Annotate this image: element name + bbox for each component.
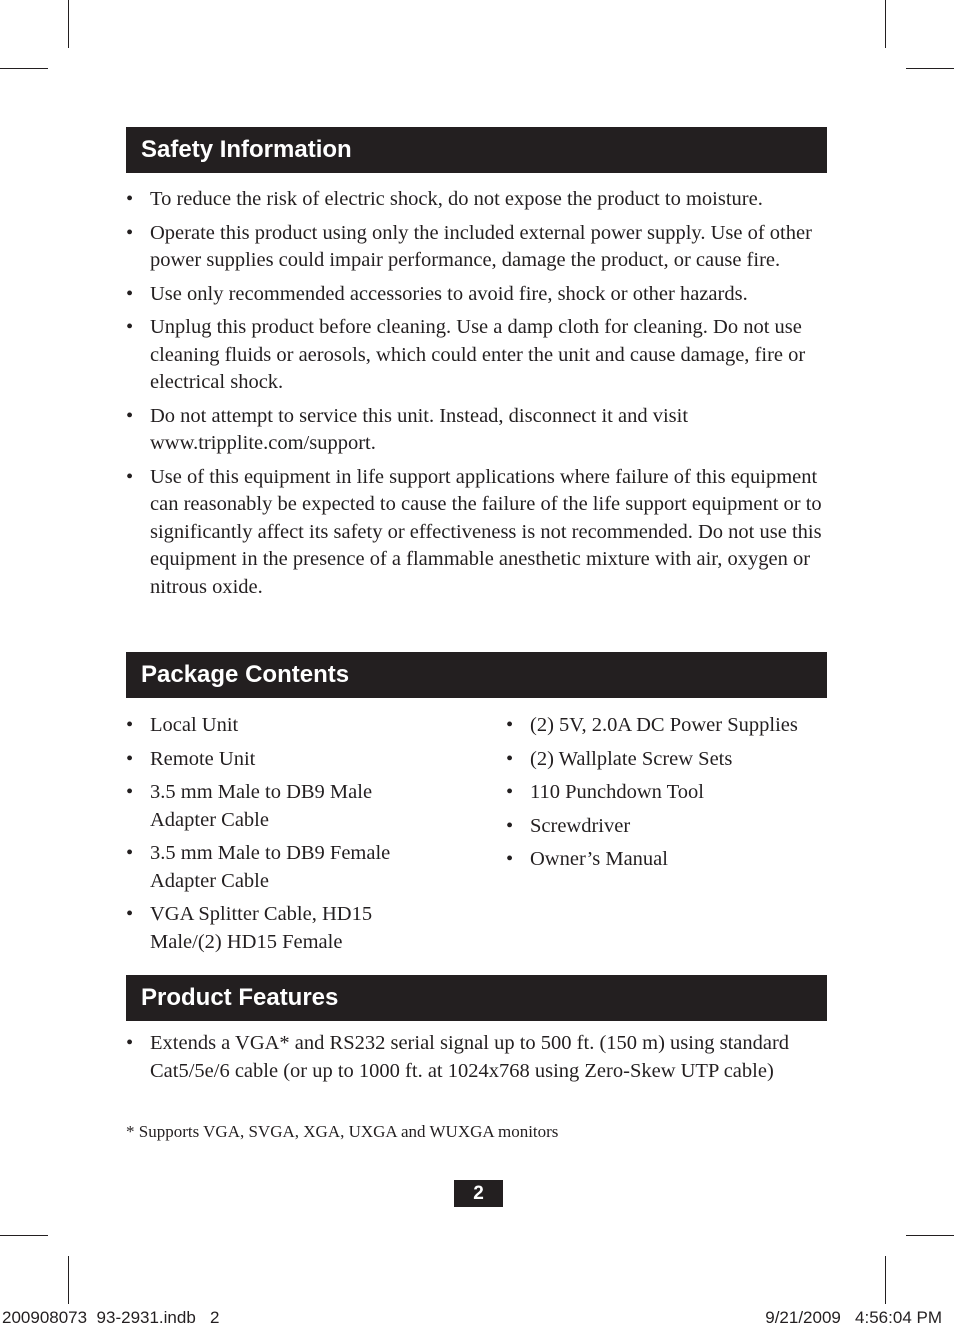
list-item: • (2) 5V, 2.0A DC Power Supplies [506, 712, 836, 740]
safety-heading: Safety Information [126, 127, 827, 173]
list-item: • 3.5 mm Male to DB9 Male Adapter Cable [126, 779, 426, 834]
list-item: • 110 Punchdown Tool [506, 779, 836, 807]
list-item: • Unplug this product before cleaning. Use a damp cloth for cleaning. Do not use cleaning fluids or aerosols, which could enter the unit and cause damage, fire or electrical shock. [126, 314, 831, 397]
package-list-left [126, 712, 426, 962]
crop-mark [68, 0, 69, 48]
page-number: 2 [454, 1180, 503, 1207]
crop-mark [68, 1256, 69, 1304]
crop-mark [885, 1256, 886, 1304]
crop-mark [906, 68, 954, 69]
features-heading: Product Features [126, 975, 827, 1021]
crop-mark [885, 0, 886, 48]
safety-list [126, 186, 831, 607]
slug-file: 200908073 93-2931.indb 2 [2, 1308, 220, 1327]
list-item: • Owner’s Manual [506, 846, 836, 874]
footnote: * Supports VGA, SVGA, XGA, UXGA and WUXGA monitors [126, 1122, 559, 1141]
list-item: • Do not attempt to service this unit. Instead, disconnect it and visit www.tripplite.com/support. [126, 403, 831, 458]
list-item: • 3.5 mm Male to DB9 Female Adapter Cable [126, 840, 426, 895]
crop-mark [0, 68, 48, 69]
package-list-right [506, 712, 836, 880]
list-item: • Use only recommended accessories to avoid fire, shock or other hazards. [126, 281, 831, 309]
list-item: • Extends a VGA* and RS232 serial signal up to 500 ft. (150 m) using standard Cat5/5e/6 cable (or up to 1000 ft. at 1024x768 using Zero-Skew UTP cable) [126, 1030, 826, 1085]
list-item: • Operate this product using only the included external power supply. Use of other power supplies could impair performance, damage the product, or cause fire. [126, 220, 831, 275]
list-item: • Remote Unit [126, 746, 426, 774]
features-list [126, 1030, 826, 1091]
crop-mark [0, 1235, 48, 1236]
list-item: • Local Unit [126, 712, 426, 740]
list-item: • To reduce the risk of electric shock, do not expose the product to moisture. [126, 186, 831, 214]
list-item: • (2) Wallplate Screw Sets [506, 746, 836, 774]
slug-date: 9/21/2009 4:56:04 PM [765, 1308, 942, 1327]
package-heading: Package Contents [126, 652, 827, 698]
list-item: • VGA Splitter Cable, HD15 Male/(2) HD15 Female [126, 901, 426, 956]
list-item: • Use of this equipment in life support applications where failure of this equipment can reasonably be expected to cause the failure of the life support equipment or to significantly affect its safety or effectiveness is not recommended. Do not use this equipment in the presence of a flammable anesthetic mixture with air, oxygen or nitrous oxide. [126, 464, 831, 602]
list-item: • Screwdriver [506, 813, 836, 841]
crop-mark [906, 1235, 954, 1236]
